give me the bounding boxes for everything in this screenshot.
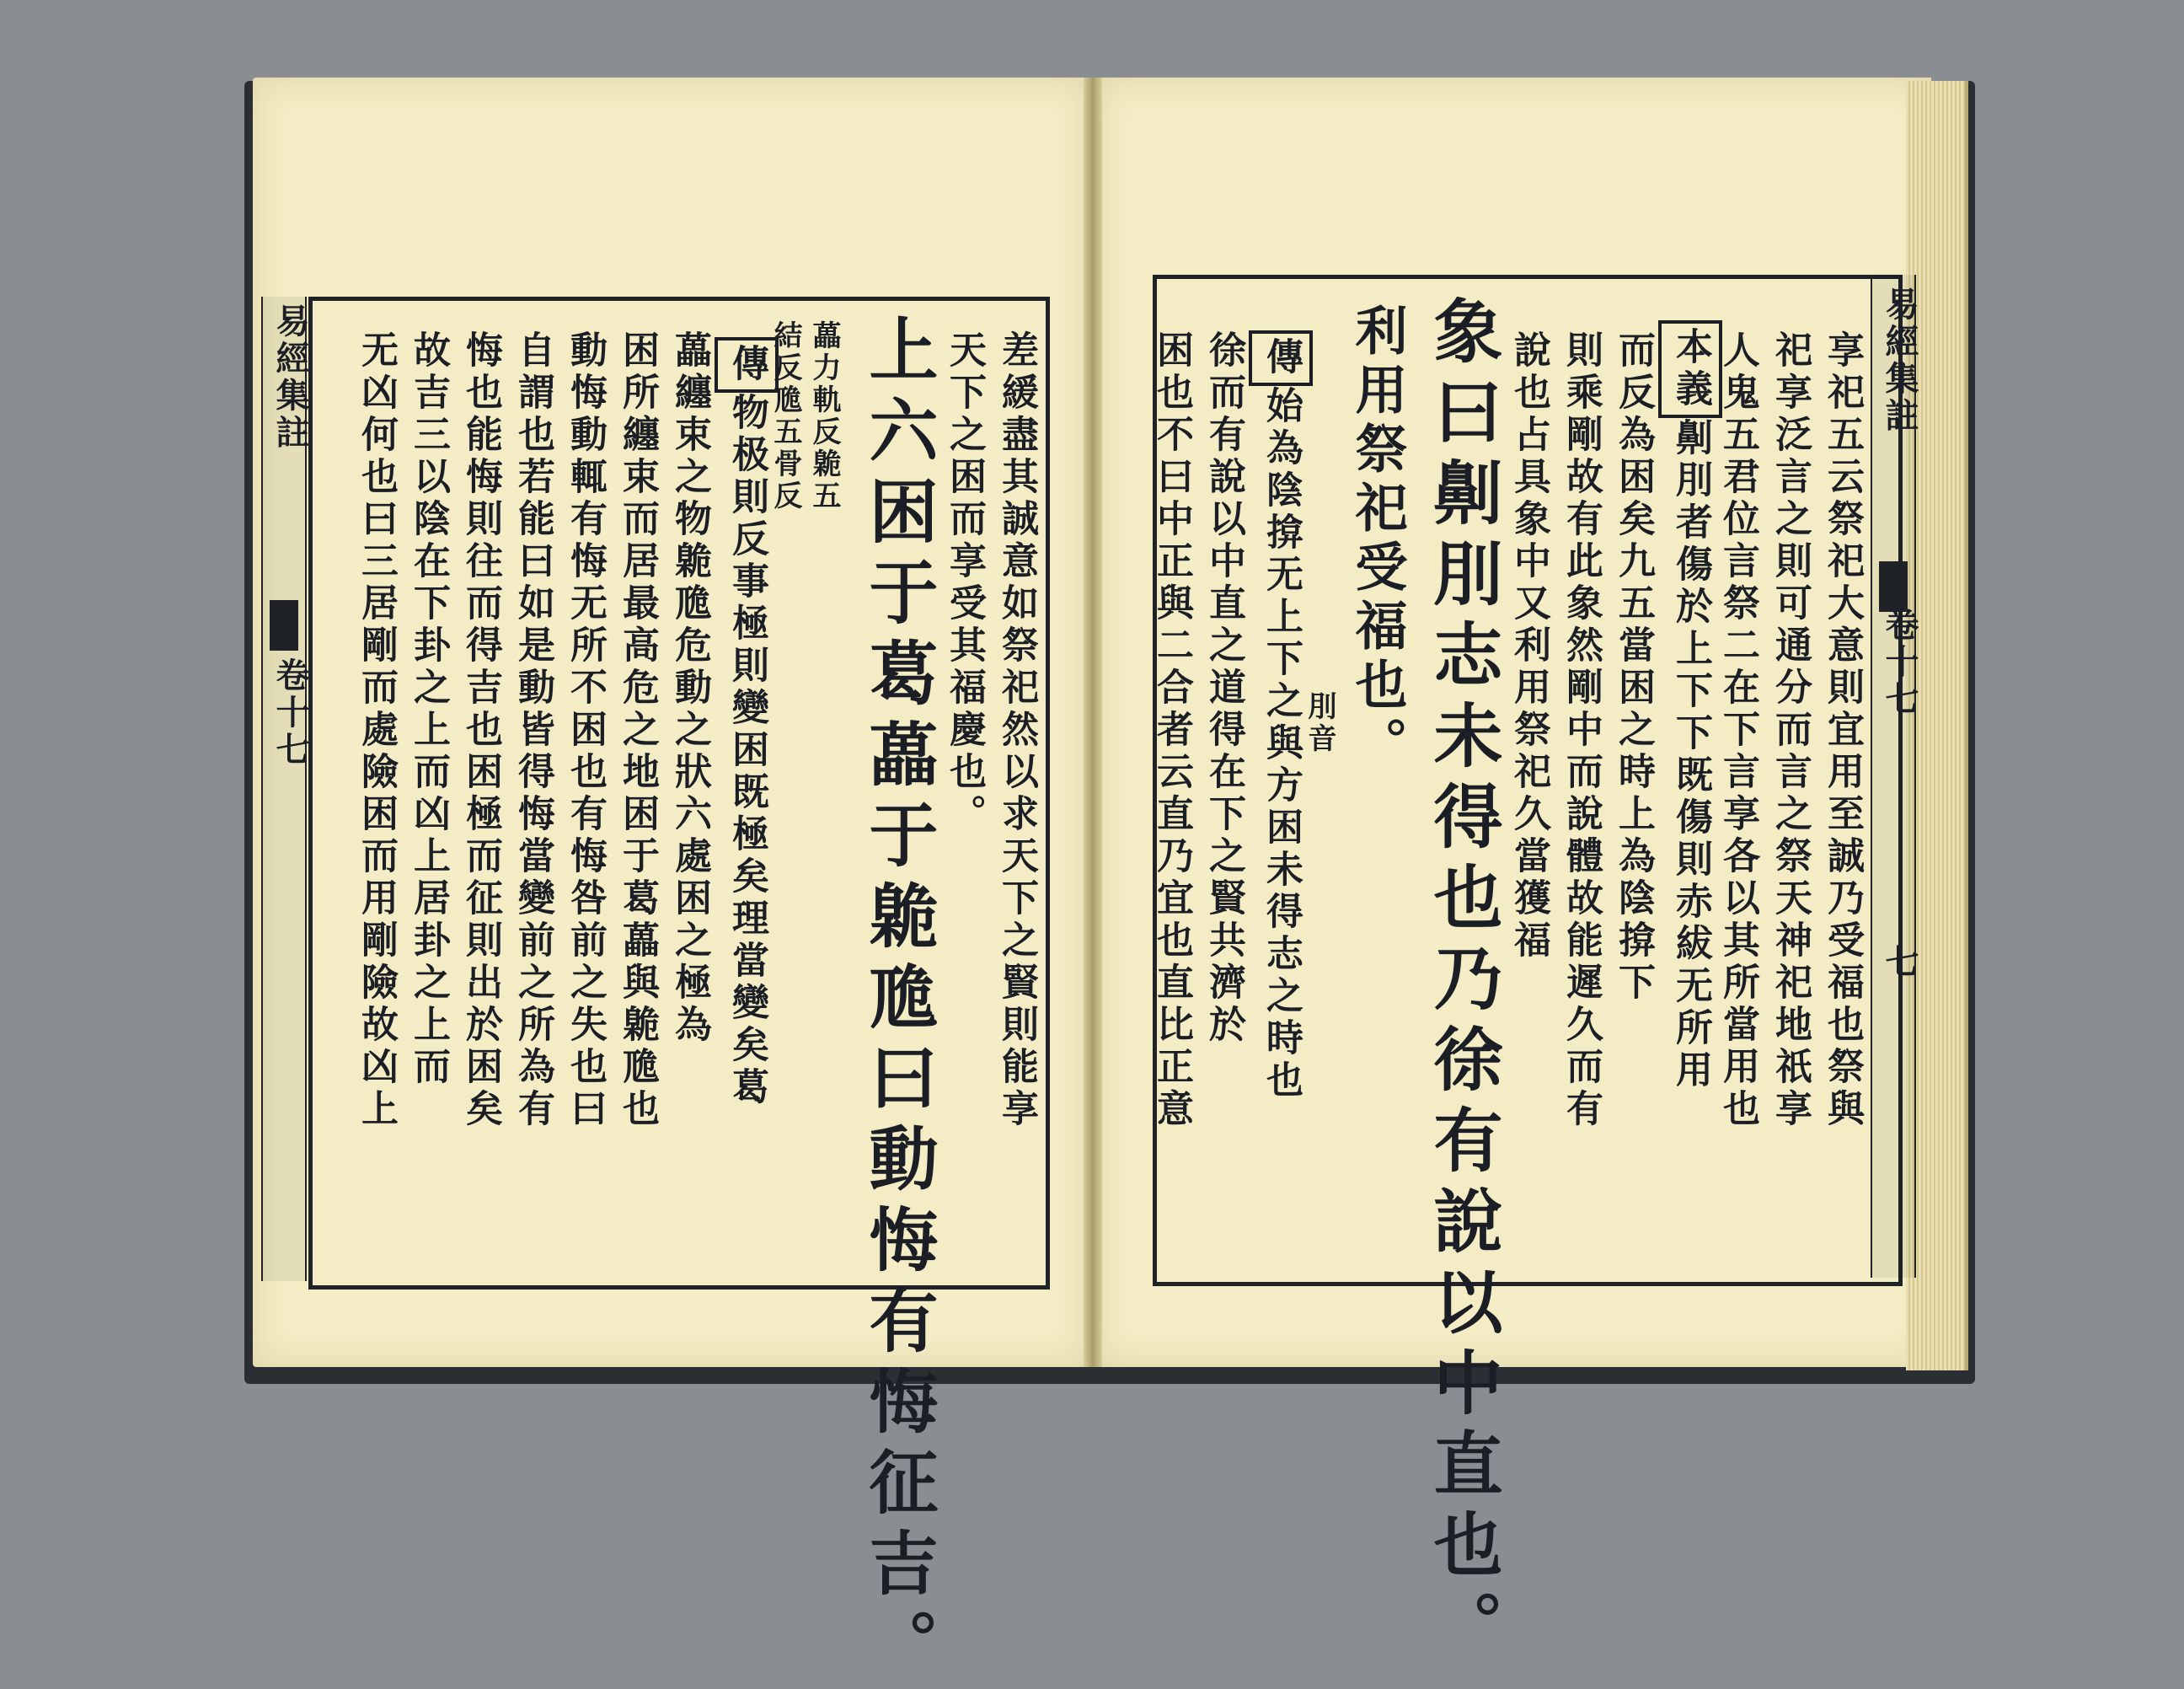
text-column <box>715 337 779 1109</box>
column-text: 无凶何也曰三居剛而處險困而用剛險故凶上 <box>355 330 398 1131</box>
column-text: 困所纏束而居最高危之地困于葛藟與臲卼也 <box>616 330 659 1131</box>
commentary-marker: 本義 <box>1658 320 1722 418</box>
commentary-marker: 傳 <box>715 337 779 393</box>
column-text: 自謂也若能曰如是動皆得悔當變前之所為有 <box>511 330 554 1131</box>
text-column <box>1414 295 1512 1670</box>
column-text: 藟力軌反臲五 <box>807 320 841 512</box>
right-folio-number: 七 <box>1880 944 1919 981</box>
text-column <box>1340 303 1415 775</box>
column-text: 物极則反事極則變困既極矣理當變矣葛 <box>725 393 768 1109</box>
column-text: 人鬼五君位言祭二在下言享各以其所當用也 <box>1716 330 1759 1131</box>
column-text: 悔也能悔則往而得吉也困極而征則出於困矣 <box>459 330 502 1131</box>
fish-tail-mark <box>270 600 298 651</box>
text-column <box>1554 330 1608 1131</box>
column-text: 劓刖者傷於上下下既傷則赤紱无所用 <box>1669 418 1712 1092</box>
column-text: 故吉三以陰在下卦之上而凶上居卦之上而 <box>407 330 450 1089</box>
text-column <box>610 330 664 1131</box>
text-column <box>401 330 455 1089</box>
left-volume-label: 卷十七 <box>270 657 310 769</box>
text-column <box>1658 320 1722 1092</box>
text-column <box>1606 330 1660 1005</box>
column-text: 差緩盡其誠意如祭祀然以求天下之賢則能享 <box>995 330 1038 1131</box>
column-text: 天下之困而享受其福慶也。 <box>943 330 986 836</box>
text-column <box>506 330 559 1131</box>
left-book-title: 易經集註 <box>270 303 310 452</box>
column-text: 結反卼五骨反 <box>768 320 802 512</box>
commentary-marker: 傳 <box>1249 330 1313 386</box>
column-text: 藟纏束之物臲卼危動之狀六處困之極為 <box>668 330 711 1047</box>
book-gutter <box>1084 78 1102 1367</box>
column-text: 祀享泛言之則可通分而言之祭天神祀地祇享 <box>1769 330 1812 1131</box>
text-column <box>1815 330 1869 1131</box>
fish-tail-mark <box>1879 561 1908 612</box>
right-volume-label: 卷十七 <box>1880 607 1919 718</box>
column-text: 利用祭祀受福也。 <box>1346 303 1408 775</box>
text-column <box>349 330 403 1131</box>
column-text: 動悔動輒有悔无所不困也有悔咎前之失也曰 <box>564 330 607 1131</box>
column-text: 上六困于葛藟于臲卼曰動悔有悔征吉。 <box>858 314 939 1689</box>
right-book-title: 易經集註 <box>1880 287 1919 435</box>
text-column <box>1196 330 1250 1047</box>
column-text: 則乘剛故有此象然剛中而說體故能遲久而有 <box>1560 330 1603 1131</box>
text-column <box>1144 330 1198 1131</box>
text-column <box>989 330 1043 1131</box>
column-text: 享祀五云祭祀大意則宜用至誠乃受福也祭與 <box>1821 330 1864 1131</box>
column-text: 而反為困矣九五當困之時上為陰揜下 <box>1612 330 1655 1005</box>
text-column <box>662 330 716 1047</box>
text-column <box>1763 330 1817 1131</box>
column-text: 說也占具象中又利用祭祀久當獲福 <box>1507 330 1550 962</box>
column-text: 困也不曰中正與二合者云直乃宜也直比正意 <box>1150 330 1193 1131</box>
column-text: 刖音 <box>1303 691 1336 755</box>
column-text: 徐而有說以中直之道得在下之賢共濟於 <box>1202 330 1245 1047</box>
text-column <box>849 314 948 1689</box>
column-text: 始為陰揜无上下之與方困未得志之時也 <box>1260 386 1303 1102</box>
column-text: 象曰劓刖志未得也乃徐有說以中直也。 <box>1422 295 1503 1670</box>
text-column <box>558 330 612 1131</box>
text-column <box>453 330 507 1131</box>
text-column <box>1249 330 1313 1102</box>
text-column <box>804 320 845 512</box>
